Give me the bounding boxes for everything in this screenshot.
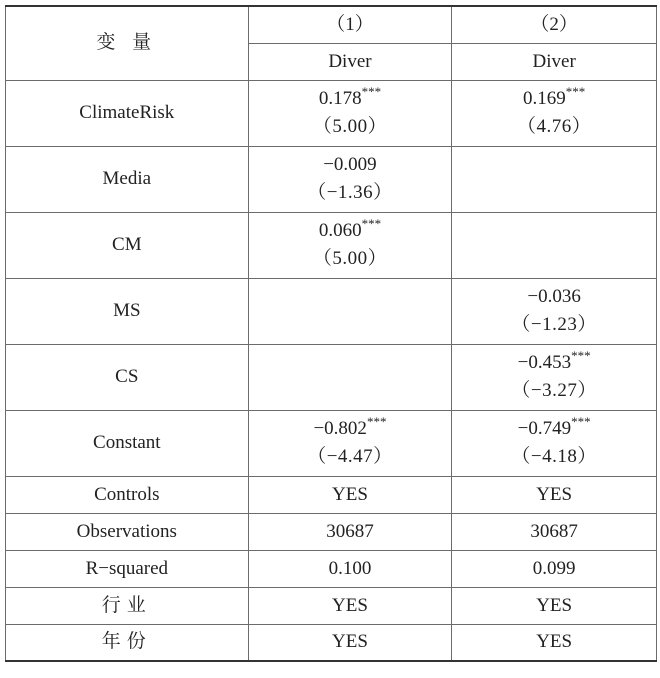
col1-cell: 0.100 <box>248 550 452 587</box>
col2-cell: YES <box>452 476 657 513</box>
table-row <box>6 278 657 344</box>
t-statistic: （−3.27） <box>511 380 597 401</box>
col2-cell: YES <box>452 624 657 661</box>
t-statistic: （5.00） <box>312 116 388 137</box>
footer-row <box>6 476 657 513</box>
col1-cell <box>248 80 452 146</box>
row-label: ClimateRisk <box>6 80 249 146</box>
col2-cell: 0.099 <box>452 550 657 587</box>
col1-cell: YES <box>248 624 452 661</box>
significance-stars: *** <box>361 216 382 231</box>
significance-stars: *** <box>571 414 591 429</box>
row-label <box>6 587 249 624</box>
col2-cell <box>452 278 657 344</box>
t-statistic: （−1.36） <box>307 182 393 203</box>
regression-table-container <box>5 5 657 662</box>
row-label <box>6 624 249 661</box>
col2-cell <box>452 344 657 410</box>
row-label: CM <box>6 212 249 278</box>
significance-stars: *** <box>366 414 387 429</box>
row-label-text: 年份 <box>101 631 152 653</box>
row-label: Media <box>6 146 249 212</box>
table-row <box>6 146 657 212</box>
row-label: Observations <box>6 513 249 550</box>
col1-cell <box>248 344 452 410</box>
coefficient: −0.453 <box>517 352 572 373</box>
footer-row <box>6 513 657 550</box>
row-label: R−squared <box>6 550 249 587</box>
col2-cell <box>452 410 657 476</box>
col2-cell <box>452 212 657 278</box>
col2-cell <box>452 80 657 146</box>
coefficient: 0.169 <box>523 88 566 109</box>
col2-number: （2） <box>452 6 657 43</box>
t-statistic: （4.76） <box>517 116 592 137</box>
col1-cell <box>248 410 452 476</box>
col1-number: （1） <box>248 6 452 43</box>
col2-cell <box>452 146 657 212</box>
t-statistic: （−4.18） <box>511 446 597 467</box>
significance-stars: *** <box>361 84 382 99</box>
col1-dependent-var: Diver <box>248 43 452 80</box>
table-row <box>6 212 657 278</box>
footer-row <box>6 550 657 587</box>
significance-stars: *** <box>571 348 591 363</box>
header-row-1 <box>6 6 657 43</box>
footer-row <box>6 587 657 624</box>
t-statistic: （5.00） <box>312 248 388 269</box>
variable-header <box>6 6 249 80</box>
col2-dependent-var: Diver <box>452 43 657 80</box>
table-row <box>6 410 657 476</box>
coefficient: −0.749 <box>517 418 572 439</box>
t-statistic: （−1.23） <box>511 314 597 335</box>
table-row <box>6 344 657 410</box>
col1-cell: 30687 <box>248 513 452 550</box>
col1-cell <box>248 212 452 278</box>
row-label: CS <box>6 344 249 410</box>
col2-cell: YES <box>452 587 657 624</box>
col1-cell: YES <box>248 476 452 513</box>
table-row <box>6 80 657 146</box>
coefficient: 0.178 <box>318 88 362 109</box>
col1-cell: YES <box>248 587 452 624</box>
row-label: Constant <box>6 410 249 476</box>
variable-header-label: 变 量 <box>96 32 158 54</box>
col2-cell: 30687 <box>452 513 657 550</box>
coefficient: −0.036 <box>527 286 581 307</box>
coefficient: −0.802 <box>313 418 367 439</box>
row-label: Controls <box>6 476 249 513</box>
coefficient: −0.009 <box>323 154 377 175</box>
col1-cell <box>248 278 452 344</box>
row-label-text: 行业 <box>101 594 152 616</box>
t-statistic: （−4.47） <box>307 446 393 467</box>
regression-table <box>5 5 657 662</box>
significance-stars: *** <box>565 84 586 99</box>
coefficient: 0.060 <box>318 220 362 241</box>
footer-row <box>6 624 657 661</box>
row-label: MS <box>6 278 249 344</box>
col1-cell <box>248 146 452 212</box>
